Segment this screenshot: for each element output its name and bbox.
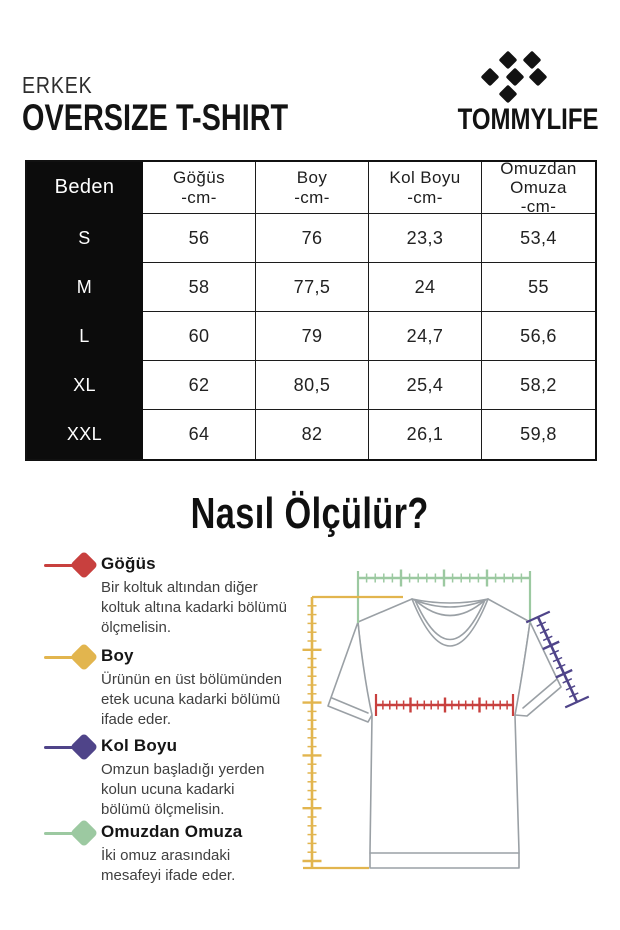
value-cell: 58 bbox=[143, 263, 256, 312]
sleeve-diamond-icon bbox=[44, 736, 100, 764]
value-cell: 56 bbox=[143, 214, 256, 263]
brand-diamonds-icon bbox=[455, 42, 565, 108]
tshirt-measurement-diagram bbox=[295, 555, 620, 930]
table-header-cell: Beden bbox=[27, 162, 143, 214]
legend-item-boy bbox=[44, 646, 320, 730]
value-cell: 79 bbox=[256, 312, 369, 361]
value-cell: 56,6 bbox=[482, 312, 595, 361]
legend-description: Ürünün en üst bölümünden etek ucuna kadarki bölümü ifade eder. bbox=[101, 671, 282, 728]
size-cell: XL bbox=[27, 361, 143, 410]
value-cell: 23,3 bbox=[369, 214, 482, 263]
legend-description: Bir koltuk altından diğer koltuk altına kadarki bölümü ölçmelisin. bbox=[101, 579, 287, 636]
how-to-measure-title: Nasıl Ölçülür? bbox=[190, 489, 430, 538]
legend-title: Kol Boyu bbox=[101, 736, 178, 755]
value-cell: 26,1 bbox=[369, 410, 482, 459]
legend-title: Boy bbox=[101, 646, 134, 665]
legend-description: Omzun başladığı yerden kolun ucuna kadarki bölümü ölçmelisin. bbox=[101, 761, 265, 818]
table-header-cell: Omuzdan Omuza -cm- bbox=[482, 162, 595, 214]
value-cell: 80,5 bbox=[256, 361, 369, 410]
brand-name: TOMMYLIFE bbox=[457, 103, 599, 136]
chest-diamond-icon bbox=[44, 554, 100, 582]
size-cell: M bbox=[27, 263, 143, 312]
value-cell: 60 bbox=[143, 312, 256, 361]
value-cell: 24 bbox=[369, 263, 482, 312]
value-cell: 64 bbox=[143, 410, 256, 459]
value-cell: 24,7 bbox=[369, 312, 482, 361]
legend-title: Göğüs bbox=[101, 554, 156, 573]
size-cell: L bbox=[27, 312, 143, 361]
value-cell: 82 bbox=[256, 410, 369, 459]
value-cell: 58,2 bbox=[482, 361, 595, 410]
product-title: OVERSIZE T-SHIRT bbox=[22, 97, 289, 138]
length-diamond-icon bbox=[44, 646, 100, 674]
value-cell: 53,4 bbox=[482, 214, 595, 263]
legend-item-gogus bbox=[44, 554, 320, 638]
table-header-cell: Göğüs -cm- bbox=[143, 162, 256, 214]
legend-title: Omuzdan Omuza bbox=[101, 822, 243, 841]
legend-item-kol-boyu bbox=[44, 736, 320, 820]
category-label: ERKEK bbox=[22, 72, 93, 98]
tshirt-outline bbox=[328, 599, 561, 868]
legend-description: İki omuz arasındaki mesafeyi ifade eder. bbox=[101, 847, 236, 884]
value-cell: 55 bbox=[482, 263, 595, 312]
table-header-cell: Boy -cm- bbox=[256, 162, 369, 214]
value-cell: 59,8 bbox=[520, 424, 557, 445]
size-table bbox=[25, 160, 597, 461]
legend-item-omuzdan-omuza bbox=[44, 822, 320, 886]
value-cell: 77,5 bbox=[256, 263, 369, 312]
size-cell: XXL bbox=[27, 410, 143, 459]
value-cell: 62 bbox=[143, 361, 256, 410]
shoulder-diamond-icon bbox=[44, 822, 100, 850]
table-header-cell: Kol Boyu -cm- bbox=[369, 162, 482, 214]
value-cell: 25,4 bbox=[369, 361, 482, 410]
size-cell: S bbox=[27, 214, 143, 263]
value-cell: 76 bbox=[256, 214, 369, 263]
